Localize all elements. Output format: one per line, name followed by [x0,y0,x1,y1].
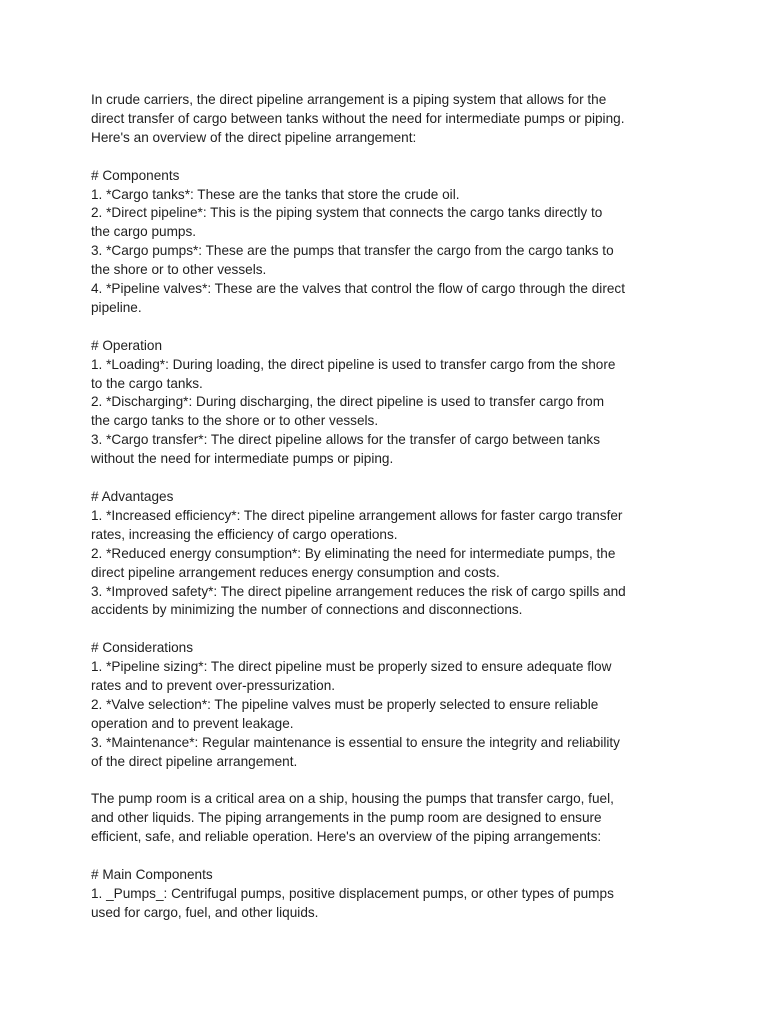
intro-paragraph [91,91,691,148]
list-item-line: accidents by minimizing the number of connections and disconnections. [91,602,523,618]
list-item-line: 3. *Maintenance*: Regular maintenance is essential to ensure the integrity and reliability [91,734,620,750]
text-line: direct transfer of cargo between tanks without the need for intermediate pumps or piping. [91,110,625,126]
list-item-line: 3. *Improved safety*: The direct pipeline arrangement reduces the risk of cargo spills and [91,583,626,599]
list-item-line: 2. *Reduced energy consumption*: By eliminating the need for intermediate pumps, the [91,545,616,561]
list-item-line: to the cargo tanks. [91,375,203,391]
list-item-line: of the direct pipeline arrangement. [91,753,298,769]
main-components-section [91,866,691,923]
components-section [91,167,691,318]
list-item-line: rates, increasing the efficiency of cargo operations. [91,526,398,542]
section-heading: # Operation [91,337,163,353]
list-item-line: 1. *Increased efficiency*: The direct pipeline arrangement allows for faster cargo transfer [91,507,623,523]
considerations-section [91,639,691,771]
advantages-section [91,488,691,620]
text-line: and other liquids. The piping arrangements in the pump room are designed to ensure [91,810,602,826]
list-item-line: 1. _Pumps_: Centrifugal pumps, positive displacement pumps, or other types of pumps [91,885,614,901]
pump-room-paragraph [91,790,691,847]
list-item-line: 3. *Cargo pumps*: These are the pumps that transfer the cargo from the cargo tanks to [91,243,614,259]
section-heading: # Considerations [91,640,194,656]
document-body [91,91,691,942]
list-item-line: 1. *Pipeline sizing*: The direct pipeline must be properly sized to ensure adequate flow [91,659,612,675]
text-line: The pump room is a critical area on a ship, housing the pumps that transfer cargo, fuel, [91,791,614,807]
list-item-line: 1. *Cargo tanks*: These are the tanks that store the crude oil. [91,186,460,202]
list-item-line: 2. *Discharging*: During discharging, the direct pipeline is used to transfer cargo from [91,394,605,410]
list-item-line: without the need for intermediate pumps or piping. [91,451,394,467]
list-item-line: operation and to prevent leakage. [91,715,294,731]
operation-section [91,337,691,469]
text-line: Here's an overview of the direct pipeline arrangement: [91,129,417,145]
list-item-line: used for cargo, fuel, and other liquids. [91,904,319,920]
list-item-line: 2. *Direct pipeline*: This is the piping system that connects the cargo tanks directly to [91,205,603,221]
list-item-line: the cargo pumps. [91,224,197,240]
list-item-line: direct pipeline arrangement reduces energy consumption and costs. [91,564,500,580]
list-item-line: 1. *Loading*: During loading, the direct pipeline is used to transfer cargo from the shore [91,356,616,372]
list-item-line: rates and to prevent over-pressurization. [91,678,336,694]
list-item-line: 4. *Pipeline valves*: These are the valves that control the flow of cargo through the direct [91,281,625,297]
section-heading: # Components [91,167,180,183]
list-item-line: pipeline. [91,299,142,315]
text-line: In crude carriers, the direct pipeline arrangement is a piping system that allows for the [91,92,607,107]
list-item-line: the shore or to other vessels. [91,262,267,278]
section-heading: # Advantages [91,488,174,504]
list-item-line: 2. *Valve selection*: The pipeline valves must be properly selected to ensure reliable [91,696,599,712]
text-line: efficient, safe, and reliable operation. Here's an overview of the piping arrangements: [91,829,602,845]
list-item-line: 3. *Cargo transfer*: The direct pipeline allows for the transfer of cargo between tanks [91,432,601,448]
section-heading: # Main Components [91,867,213,883]
list-item-line: the cargo tanks to the shore or to other vessels. [91,413,379,429]
